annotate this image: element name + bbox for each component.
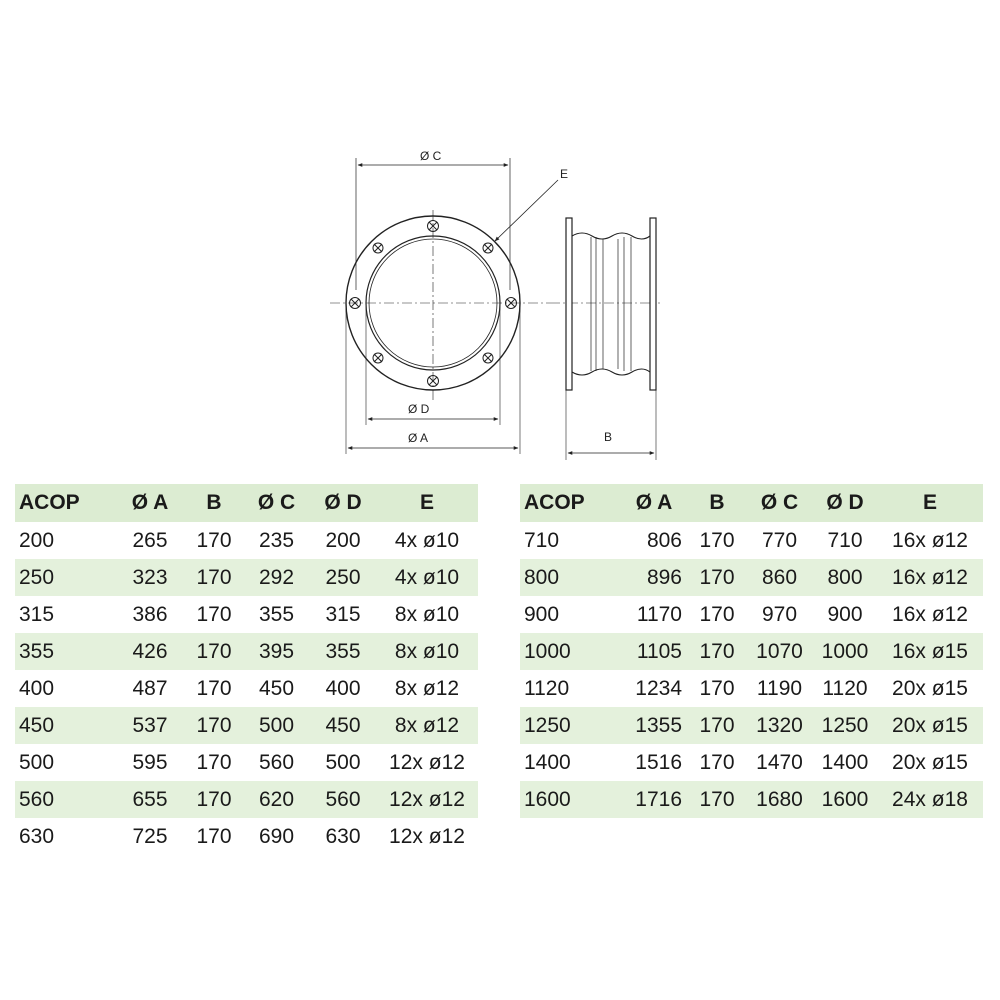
cell-acop: 500 xyxy=(19,750,55,774)
cell-dia-a: 725 xyxy=(132,824,168,848)
cell-acop: 315 xyxy=(19,602,55,626)
cell-dia-a: 426 xyxy=(115,633,185,670)
cell-b: 170 xyxy=(688,781,746,818)
header-dia-c: Ø C xyxy=(746,484,813,522)
cell-dia-c: 770 xyxy=(761,528,798,552)
cell-dia-c: 970 xyxy=(761,602,798,626)
side-flange-left xyxy=(566,218,572,390)
cell-e: 16x ø12 xyxy=(892,602,968,626)
cell-dia-a: 896 xyxy=(620,559,688,596)
table-row xyxy=(520,522,983,559)
label-b: B xyxy=(604,430,613,444)
cell-dia-a: 1716 xyxy=(620,781,688,818)
flange-technical-drawing xyxy=(300,140,700,470)
cell-dia-a: 1170 xyxy=(636,602,682,626)
header-dia-d: Ø D xyxy=(310,484,376,522)
cell-b: 170 xyxy=(196,824,232,848)
cell-dia-c: 500 xyxy=(243,707,310,744)
cell-dia-c: 235 xyxy=(258,528,295,552)
cell-e: 20x ø15 xyxy=(892,676,968,700)
cell-dia-c: 450 xyxy=(258,676,295,700)
cell-b: 170 xyxy=(699,750,735,774)
cell-acop: 250 xyxy=(15,559,115,596)
cell-dia-d: 800 xyxy=(813,559,877,596)
cell-dia-a: 265 xyxy=(132,528,168,552)
front-view xyxy=(330,158,558,454)
cell-dia-d: 200 xyxy=(325,528,361,552)
table-header-row xyxy=(15,484,478,522)
cell-b: 170 xyxy=(688,707,746,744)
side-flange-right xyxy=(650,218,656,390)
table-row xyxy=(520,707,983,744)
cell-acop: 1400 xyxy=(524,750,571,774)
cell-e: 4x ø10 xyxy=(394,528,460,552)
cell-dia-a: 323 xyxy=(115,559,185,596)
cell-dia-d: 1250 xyxy=(813,707,877,744)
header-dia-a: Ø A xyxy=(620,484,688,522)
table-row xyxy=(15,818,478,855)
table-row xyxy=(15,522,478,559)
cell-dia-d: 400 xyxy=(325,676,361,700)
cell-acop: 900 xyxy=(524,602,560,626)
label-e: E xyxy=(560,167,569,181)
cell-e: 8x ø12 xyxy=(376,707,478,744)
header-acop: ACOP xyxy=(520,484,620,522)
header-b: B xyxy=(688,484,746,522)
cell-dia-c: 1470 xyxy=(756,750,803,774)
cell-b: 170 xyxy=(185,633,243,670)
cell-e: 16x ø12 xyxy=(892,528,968,552)
label-dia-d: Ø D xyxy=(408,402,430,416)
cell-acop: 400 xyxy=(19,676,55,700)
header-dia-a: Ø A xyxy=(115,484,185,522)
side-view xyxy=(550,218,660,460)
table-row xyxy=(520,596,983,633)
cell-dia-c: 292 xyxy=(243,559,310,596)
cell-acop: 200 xyxy=(19,528,55,552)
cell-e: 12x ø12 xyxy=(389,750,465,774)
cell-dia-d: 315 xyxy=(325,602,361,626)
cell-acop: 1120 xyxy=(524,676,570,700)
cell-dia-d: 355 xyxy=(310,633,376,670)
cell-dia-c: 560 xyxy=(258,750,295,774)
label-dia-a: Ø A xyxy=(408,431,429,445)
cell-dia-a: 1105 xyxy=(620,633,688,670)
corrugated-body xyxy=(572,233,650,239)
cell-b: 170 xyxy=(185,707,243,744)
cell-acop: 355 xyxy=(15,633,115,670)
cell-dia-c: 395 xyxy=(243,633,310,670)
cell-dia-d: 1120 xyxy=(822,676,868,700)
table-row xyxy=(520,670,983,707)
cell-e: 20x ø15 xyxy=(892,750,968,774)
cell-dia-d: 1000 xyxy=(813,633,877,670)
cell-e: 12x ø12 xyxy=(376,781,478,818)
cell-acop: 560 xyxy=(15,781,115,818)
header-e: E xyxy=(877,484,983,522)
table-row xyxy=(15,781,478,818)
cell-dia-a: 1234 xyxy=(635,676,682,700)
cell-e: 16x ø12 xyxy=(877,559,983,596)
table-row xyxy=(15,559,478,596)
cell-dia-d: 630 xyxy=(325,824,361,848)
cell-dia-d: 500 xyxy=(325,750,361,774)
cell-dia-c: 620 xyxy=(243,781,310,818)
cell-dia-a: 487 xyxy=(132,676,168,700)
header-dia-d: Ø D xyxy=(813,484,877,522)
cell-dia-a: 1516 xyxy=(635,750,682,774)
cell-acop: 710 xyxy=(524,528,560,552)
table-row xyxy=(520,744,983,781)
cell-e: 8x ø10 xyxy=(376,633,478,670)
cell-e: 4x ø10 xyxy=(376,559,478,596)
cell-b: 170 xyxy=(196,528,232,552)
table-row xyxy=(520,633,983,670)
header-dia-c: Ø C xyxy=(243,484,310,522)
table-row xyxy=(15,670,478,707)
cell-b: 170 xyxy=(699,676,735,700)
cell-e: 12x ø12 xyxy=(389,824,465,848)
cell-dia-c: 1070 xyxy=(746,633,813,670)
cell-b: 170 xyxy=(196,676,232,700)
cell-dia-d: 450 xyxy=(310,707,376,744)
table-row xyxy=(15,596,478,633)
cell-acop: 800 xyxy=(520,559,620,596)
spec-table-right xyxy=(520,484,983,818)
table-row xyxy=(15,707,478,744)
cell-dia-d: 1600 xyxy=(813,781,877,818)
cell-dia-a: 595 xyxy=(132,750,168,774)
cell-dia-c: 1190 xyxy=(756,676,803,700)
cell-e: 16x ø15 xyxy=(877,633,983,670)
cell-e: 24x ø18 xyxy=(877,781,983,818)
table-row xyxy=(15,744,478,781)
cell-dia-a: 1355 xyxy=(620,707,688,744)
cell-dia-a: 806 xyxy=(646,528,682,552)
cell-acop: 630 xyxy=(19,824,55,848)
label-dia-c: Ø C xyxy=(420,149,442,163)
header-e: E xyxy=(376,484,478,522)
cell-acop: 450 xyxy=(15,707,115,744)
cell-dia-c: 860 xyxy=(746,559,813,596)
cell-b: 170 xyxy=(699,602,735,626)
header-b: B xyxy=(185,484,243,522)
cell-b: 170 xyxy=(688,559,746,596)
cell-dia-c: 1320 xyxy=(746,707,813,744)
cell-b: 170 xyxy=(699,528,735,552)
cell-dia-d: 1400 xyxy=(821,750,869,774)
cell-b: 170 xyxy=(185,559,243,596)
cell-b: 170 xyxy=(688,633,746,670)
cell-e: 8x ø10 xyxy=(394,602,460,626)
cell-dia-d: 560 xyxy=(310,781,376,818)
leader-e xyxy=(495,180,558,241)
table-row xyxy=(520,781,983,818)
cell-acop: 1000 xyxy=(520,633,620,670)
header-acop: ACOP xyxy=(15,484,115,522)
cell-acop: 1600 xyxy=(520,781,620,818)
cell-dia-d: 900 xyxy=(827,602,863,626)
spec-table-left xyxy=(15,484,478,855)
cell-dia-a: 537 xyxy=(115,707,185,744)
cell-dia-c: 1680 xyxy=(746,781,813,818)
table-row xyxy=(520,559,983,596)
cell-e: 8x ø12 xyxy=(394,676,460,700)
cell-b: 170 xyxy=(196,602,232,626)
cell-dia-c: 355 xyxy=(258,602,295,626)
cell-acop: 1250 xyxy=(520,707,620,744)
table-header-row xyxy=(520,484,983,522)
cell-dia-a: 655 xyxy=(115,781,185,818)
cell-b: 170 xyxy=(196,750,232,774)
cell-b: 170 xyxy=(185,781,243,818)
cell-dia-a: 386 xyxy=(132,602,168,626)
cell-dia-d: 710 xyxy=(827,528,863,552)
cell-e: 20x ø15 xyxy=(877,707,983,744)
table-row xyxy=(15,633,478,670)
cell-dia-c: 690 xyxy=(258,824,295,848)
cell-dia-d: 250 xyxy=(310,559,376,596)
